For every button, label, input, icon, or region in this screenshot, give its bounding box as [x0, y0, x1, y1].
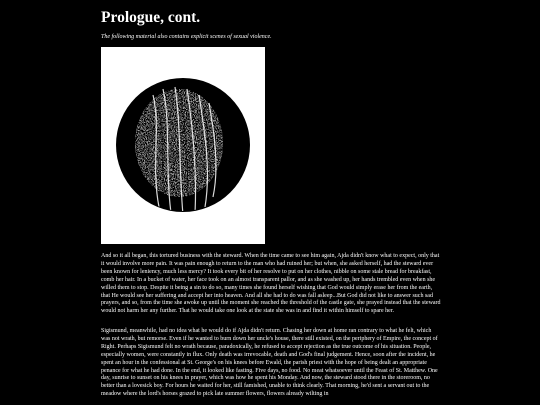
portrait-illustration [101, 47, 265, 244]
page-title: Prologue, cont. [101, 9, 201, 26]
paragraph-1: And so it all began, this tortured business with the steward. When the time came to see him again, Ajda didn't know what to expect, only that it would involve more pain. It was pain enough to return to the man who had ruined her; but when, she asked herself, had the steward ever been known for leniency, much less mercy? It took every bit of her resolve to put on her clothes, nibble on some stale bread for breakfast, comb her hair. In a bucket of water, her face took on an almost transparent pallor, and as she washed up, her hands trembled even when she willed them to stop. Despite it being a sin to do so, many times she found herself wishing that God would simply erase her from the earth, that He would see her suffering and accept her into heaven. And all she had to do was fall asleep...But God did not like to answer such sad prayers, and so, from the time she awoke up until the moment she reached the threshold of the castle gate, she prayed instead that the steward would not harm her any further. That he would take one look at the state she was in and find it within himself to spare her. [101, 253, 441, 315]
paragraph-2: Sigismund, meanwhile, had no idea what he would do if Ajda didn't return. Chasing her down at home ran contrary to what he felt, which was not wrath, but remorse. Even if he wanted to burn down her uncle's house, there still existed, on the periphery of Empire, the concept of Right. Perhaps Sigismund felt no wrath because, paradoxically, he refused to accept rejection as the true outcome of his situation. People, especially women, were constantly in flux. Only death was irrevocable, death and God's final judgement. Hence, soon after the incident, he spent an hour in the confessional at St. George's on his knees before Ewald, the parish priest with the hope of being dealt an appropriate penance for what he had done. In the end, it looked like fasting. Five days, no food. No meat whatsoever until the Feast of St. Matthew. One day, sunrise to sunset on his knees in prayer, which was how he spent his Monday. And now, the steward stood there in the storeroom, no better than a lovesick boy. For hours he waited for her, still famished, unable to think clearly. That morning, he'd sent a servant out to the meadow where the lord's horses grazed to pick late summer flowers, flowers already wilting in [101, 328, 438, 398]
content-warning: The following material also contains explicit scenes of sexual violence. [101, 34, 272, 40]
